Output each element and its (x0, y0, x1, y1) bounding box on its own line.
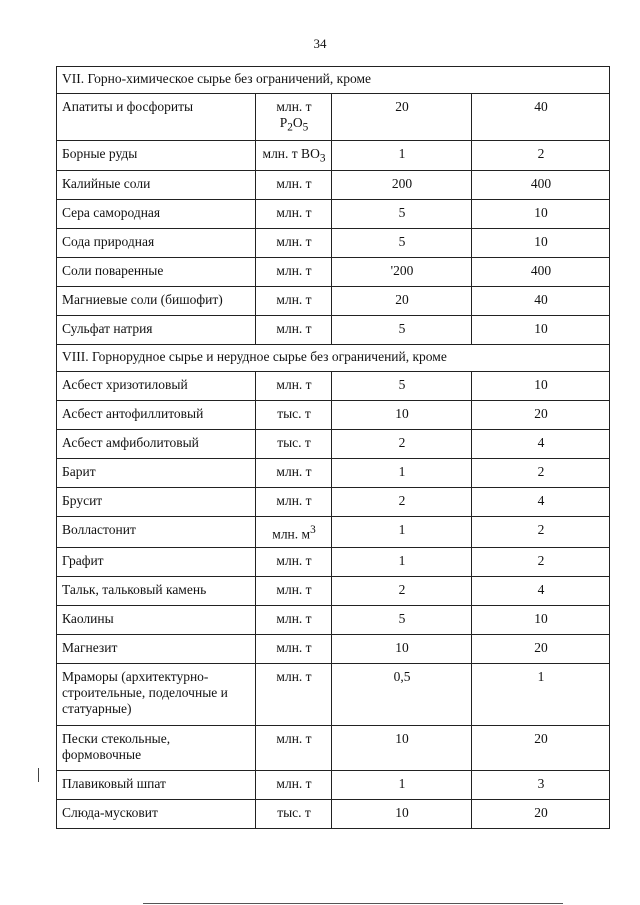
formula-sub: 2 (287, 121, 293, 134)
unit-cell: млн. т (256, 725, 332, 770)
unit-cell: млн. т (256, 488, 332, 517)
unit-cell: тыс. т (256, 799, 332, 828)
mineral-name: Асбест хризотиловый (57, 372, 256, 401)
mineral-name: Плавиковый шпат (57, 770, 256, 799)
unit-cell: млн. т (256, 770, 332, 799)
table-row (57, 401, 610, 430)
value-1: 2 (332, 576, 472, 605)
reserves-table (56, 66, 610, 829)
mineral-name: Сера самородная (57, 200, 256, 229)
table-row (57, 459, 610, 488)
value-2: 20 (472, 401, 610, 430)
mineral-name: Сульфат натрия (57, 316, 256, 345)
value-1: 5 (332, 200, 472, 229)
value-1: 1 (332, 517, 472, 548)
table-row (57, 517, 610, 548)
value-1: 2 (332, 488, 472, 517)
formula-sub: 5 (302, 121, 309, 134)
value-1: 2 (332, 430, 472, 459)
table-row (57, 605, 610, 634)
value-1: 1 (332, 770, 472, 799)
mineral-name: Калийные соли (57, 171, 256, 200)
value-1: 5 (332, 229, 472, 258)
mineral-name: Асбест амфиболитовый (57, 430, 256, 459)
unit-cell: млн. т (256, 634, 332, 663)
mineral-name: Барит (57, 459, 256, 488)
value-1: 10 (332, 634, 472, 663)
unit-cell: тыс. т (256, 401, 332, 430)
section-header-row (57, 345, 610, 372)
mineral-name: Апатиты и фосфориты (57, 94, 256, 141)
unit-cell: млн. т (256, 547, 332, 576)
value-2: 2 (472, 547, 610, 576)
table-row (57, 287, 610, 316)
value-1: 200 (332, 171, 472, 200)
table-row (57, 725, 610, 770)
value-2: 20 (472, 725, 610, 770)
table-row (57, 634, 610, 663)
value-2: 10 (472, 316, 610, 345)
table-row (57, 770, 610, 799)
value-1: 1 (332, 140, 472, 171)
value-1: 5 (332, 316, 472, 345)
unit-sup: 3 (310, 524, 316, 537)
mineral-name: Графит (57, 547, 256, 576)
table-row (57, 576, 610, 605)
value-1: 1 (332, 459, 472, 488)
mineral-name: Магнезит (57, 634, 256, 663)
value-1: 10 (332, 401, 472, 430)
unit-cell (256, 140, 332, 171)
formula-p: P (279, 115, 288, 130)
mineral-name: Асбест антофиллитовый (57, 401, 256, 430)
mineral-name: Каолины (57, 605, 256, 634)
value-2: 20 (472, 799, 610, 828)
value-2: 400 (472, 258, 610, 287)
section-title: VII. Горно-химическое сырье без ограничений, кроме (57, 67, 610, 94)
value-2: 400 (472, 171, 610, 200)
unit-text: млн. т BO (262, 145, 320, 161)
value-1: 1 (332, 547, 472, 576)
mineral-name: Слюда-мусковит (57, 799, 256, 828)
mineral-name: Пески стекольные, формовочные (57, 725, 256, 770)
unit-text: млн. м (272, 526, 311, 542)
unit-cell: млн. т (256, 576, 332, 605)
unit-cell: млн. т (256, 287, 332, 316)
value-2: 2 (472, 517, 610, 548)
unit-cell: млн. т (256, 605, 332, 634)
value-2: 3 (472, 770, 610, 799)
unit-cell: млн. т (256, 316, 332, 345)
table-row (57, 171, 610, 200)
unit-cell: млн. т (256, 258, 332, 287)
value-1: 10 (332, 799, 472, 828)
table-row (57, 372, 610, 401)
unit-cell: млн. т (256, 171, 332, 200)
formula-o: O (292, 115, 303, 130)
value-1: 20 (332, 287, 472, 316)
unit-cell (256, 517, 332, 548)
unit-cell: млн. т (256, 200, 332, 229)
table-row (57, 488, 610, 517)
value-2: 4 (472, 488, 610, 517)
mineral-name: Мраморы (архитектурно-строительные, поделочные и статуарные) (57, 663, 256, 725)
value-2: 40 (472, 94, 610, 141)
value-1: 0,5 (332, 663, 472, 725)
unit-cell: млн. т (256, 372, 332, 401)
value-2: 4 (472, 430, 610, 459)
unit-cell: млн. т (256, 663, 332, 725)
table-row (57, 547, 610, 576)
mineral-name: Брусит (57, 488, 256, 517)
table-row (57, 229, 610, 258)
mineral-name: Магниевые соли (бишофит) (57, 287, 256, 316)
mineral-name: Борные руды (57, 140, 256, 171)
scan-edge-line (143, 903, 563, 904)
section-title: VIII. Горнорудное сырье и нерудное сырье без ограничений, кроме (57, 345, 610, 372)
value-2: 2 (472, 140, 610, 171)
value-2: 10 (472, 605, 610, 634)
scan-edge-mark (38, 768, 39, 782)
table-row (57, 200, 610, 229)
mineral-name: Тальк, тальковый камень (57, 576, 256, 605)
value-2: 4 (472, 576, 610, 605)
table-row (57, 140, 610, 171)
table-row (57, 94, 610, 141)
value-1: 20 (332, 94, 472, 141)
value-2: 20 (472, 634, 610, 663)
value-2: 10 (472, 200, 610, 229)
value-2: 10 (472, 372, 610, 401)
section-header-row (57, 67, 610, 94)
value-2: 40 (472, 287, 610, 316)
value-1: 5 (332, 372, 472, 401)
value-2: 2 (472, 459, 610, 488)
value-2: 1 (472, 663, 610, 725)
unit-cell (256, 94, 332, 141)
table-row (57, 316, 610, 345)
table-row (57, 430, 610, 459)
value-1: 10 (332, 725, 472, 770)
unit-text: млн. т (276, 99, 312, 114)
unit-cell: тыс. т (256, 430, 332, 459)
unit-sub: 3 (319, 152, 326, 165)
mineral-name: Сода природная (57, 229, 256, 258)
mineral-name: Волластонит (57, 517, 256, 548)
unit-cell: млн. т (256, 229, 332, 258)
value-1: 5 (332, 605, 472, 634)
value-2: 10 (472, 229, 610, 258)
table-row (57, 258, 610, 287)
table-row (57, 799, 610, 828)
table-row (57, 663, 610, 725)
page-number: 34 (313, 36, 327, 51)
mineral-name: Соли поваренные (57, 258, 256, 287)
value-1: '200 (332, 258, 472, 287)
unit-cell: млн. т (256, 459, 332, 488)
